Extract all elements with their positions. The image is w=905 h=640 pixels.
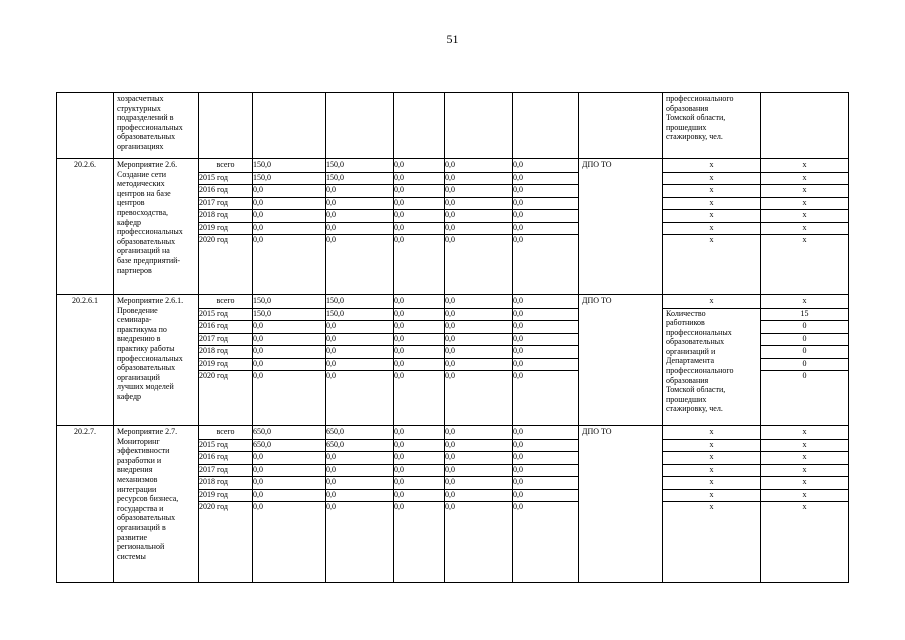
code-cell: [57, 159, 114, 295]
federal-value: 0,0: [326, 198, 393, 211]
year-label: 2015 год: [199, 173, 252, 186]
years-cell: [199, 295, 253, 426]
indicator-value: 0: [761, 346, 848, 359]
year-label: 2016 год: [199, 321, 252, 334]
indicator-value: x: [761, 490, 848, 503]
empty-cell: [513, 93, 579, 159]
total-value: 0,0: [253, 334, 325, 347]
local-value: 0,0: [445, 334, 512, 347]
total-value: 0,0: [253, 198, 325, 211]
indicator-mark: x: [663, 185, 760, 198]
total-value: 0,0: [253, 321, 325, 334]
indicator-value: x: [761, 160, 848, 173]
year-label: 2018 год: [199, 346, 252, 359]
indicator-text: Количество работников профессиональных образовательных организаций и Департамента профессионального образования Томской области, прошедших стажировку, чел.: [666, 308, 734, 414]
year-label: 2015 год: [199, 440, 252, 453]
cont-indicator: профессионального образования Томской области, прошедших стажировку, чел.: [666, 94, 734, 142]
year-label: 2020 год: [199, 371, 228, 380]
extra-value: 0,0: [513, 440, 578, 453]
regional-value: 0,0: [394, 440, 444, 453]
year-label: 2016 год: [199, 185, 252, 198]
local-value: 0,0: [445, 502, 455, 511]
extra-value: 0,0: [513, 309, 578, 322]
indicator-value: x: [761, 427, 848, 440]
indicator-head: x: [663, 160, 760, 173]
total-value: 0,0: [253, 465, 325, 478]
empty-cell: [579, 93, 663, 159]
total-value: 150,0: [253, 173, 325, 186]
activity-name: Мероприятие 2.6. Создание сети методических центров на базе центров превосходства, кафедр профессиональных образовательных организаций на базе предприятий- партнеров: [117, 160, 183, 275]
regional-value: 0,0: [394, 502, 404, 511]
total-value: 650,0: [253, 440, 325, 453]
regional-cell: [394, 159, 445, 295]
local-value: 0,0: [445, 440, 512, 453]
activity-code: 20.2.6.: [74, 160, 96, 169]
local-cell: [445, 159, 513, 295]
executor-cell: [579, 426, 663, 583]
cont-name: хозрасчетных структурных подразделений в профессиональных образовательных организациях: [117, 94, 183, 151]
regional-value: 0,0: [394, 321, 444, 334]
local-value: 0,0: [445, 427, 512, 440]
local-value: 0,0: [445, 235, 455, 244]
regional-cell: [394, 426, 445, 583]
total-value: 0,0: [253, 185, 325, 198]
extra-value: 0,0: [513, 465, 578, 478]
federal-value: 0,0: [326, 346, 393, 359]
total-cell: [253, 426, 326, 583]
extra-value: 0,0: [513, 185, 578, 198]
indicator-mark: x: [663, 477, 760, 490]
extra-value: 0,0: [513, 223, 578, 236]
total-value: 0,0: [253, 477, 325, 490]
extra-cell: [513, 426, 579, 583]
executor-cell: [579, 159, 663, 295]
year-label: 2017 год: [199, 465, 252, 478]
values-cell: [761, 295, 849, 426]
federal-value: 0,0: [326, 334, 393, 347]
local-value: 0,0: [445, 359, 512, 372]
total-value: 150,0: [253, 296, 325, 309]
indicator-value: x: [761, 452, 848, 465]
years-cell: [199, 159, 253, 295]
page-number: 51: [446, 32, 459, 46]
regional-value: 0,0: [394, 371, 404, 380]
total-value: 0,0: [253, 235, 263, 244]
year-label: 2019 год: [199, 223, 252, 236]
code-cell: [57, 295, 114, 426]
federal-cell: [326, 159, 394, 295]
regional-value: 0,0: [394, 309, 444, 322]
regional-value: 0,0: [394, 198, 444, 211]
indicator-value: x: [761, 477, 848, 490]
extra-value: 0,0: [513, 334, 578, 347]
indicator-mark: x: [663, 440, 760, 453]
year-label: 2018 год: [199, 477, 252, 490]
local-value: 0,0: [445, 173, 512, 186]
federal-value: 150,0: [326, 173, 393, 186]
indicator-value: x: [761, 210, 848, 223]
extra-value: 0,0: [513, 477, 578, 490]
indicator-cell: [663, 159, 761, 295]
year-label: всего: [199, 160, 252, 173]
local-value: 0,0: [445, 160, 512, 173]
cont-indicator-cell: [663, 93, 761, 159]
year-label: 2019 год: [199, 490, 252, 503]
empty-cell: [326, 93, 394, 159]
name-cell: [114, 295, 199, 426]
empty-cell: [445, 93, 513, 159]
indicator-mark: x: [663, 173, 760, 186]
federal-value: 0,0: [326, 490, 393, 503]
federal-value: 0,0: [326, 223, 393, 236]
federal-value: 0,0: [326, 371, 336, 380]
total-value: 150,0: [253, 160, 325, 173]
indicator-head: x: [663, 427, 760, 440]
indicator-value: x: [761, 173, 848, 186]
extra-value: 0,0: [513, 346, 578, 359]
regional-value: 0,0: [394, 160, 444, 173]
years-cell: [199, 426, 253, 583]
executor-cell: [579, 295, 663, 426]
indicator-mark: x: [663, 210, 760, 223]
indicator-mark: x: [663, 223, 760, 236]
indicator-value: x: [802, 502, 807, 511]
activity-row: [57, 159, 849, 295]
indicator-value: 0: [761, 321, 848, 334]
activity-name: Мероприятие 2.6.1. Проведение семинара- практикума по внедрению в практику работы профессиональных образовательных организаций лучших моделей кафедр: [117, 296, 184, 401]
extra-cell: [513, 159, 579, 295]
extra-value: 0,0: [513, 452, 578, 465]
federal-value: 0,0: [326, 359, 393, 372]
total-cell: [253, 295, 326, 426]
extra-cell: [513, 295, 579, 426]
program-table: [56, 92, 849, 583]
total-value: 0,0: [253, 371, 263, 380]
local-value: 0,0: [445, 477, 512, 490]
activity-code: 20.2.6.1: [72, 296, 98, 305]
federal-value: 150,0: [326, 160, 393, 173]
regional-value: 0,0: [394, 296, 444, 309]
extra-value: 0,0: [513, 198, 578, 211]
total-value: 0,0: [253, 502, 263, 511]
executor: ДПО ТО: [582, 296, 612, 305]
total-value: 0,0: [253, 490, 325, 503]
extra-value: 0,0: [513, 296, 578, 309]
extra-value: 0,0: [513, 490, 578, 503]
indicator-head: x: [663, 296, 760, 309]
year-label: 2020 год: [199, 502, 228, 511]
local-value: 0,0: [445, 210, 512, 223]
indicator-value: x: [761, 185, 848, 198]
regional-value: 0,0: [394, 465, 444, 478]
activity-row: [57, 426, 849, 583]
local-value: 0,0: [445, 185, 512, 198]
indicator-value: 15: [761, 309, 848, 322]
local-value: 0,0: [445, 296, 512, 309]
total-value: 150,0: [253, 309, 325, 322]
regional-value: 0,0: [394, 452, 444, 465]
regional-value: 0,0: [394, 334, 444, 347]
total-value: 0,0: [253, 346, 325, 359]
name-cell: [114, 426, 199, 583]
indicator-value: 0: [802, 371, 807, 380]
regional-cell: [394, 295, 445, 426]
extra-value: 0,0: [513, 321, 578, 334]
federal-value: 650,0: [326, 440, 393, 453]
federal-value: 150,0: [326, 296, 393, 309]
cont-code-cell: [57, 93, 114, 159]
extra-value: 0,0: [513, 371, 523, 380]
indicator-mark: x: [663, 198, 760, 211]
year-label: всего: [199, 296, 252, 309]
federal-value: 0,0: [326, 235, 336, 244]
regional-value: 0,0: [394, 223, 444, 236]
indicator-value: 0: [761, 334, 848, 347]
local-value: 0,0: [445, 490, 512, 503]
indicator-mark: x: [709, 235, 714, 244]
extra-value: 0,0: [513, 359, 578, 372]
indicator-value: x: [761, 296, 848, 309]
indicator-mark: x: [663, 452, 760, 465]
local-value: 0,0: [445, 321, 512, 334]
local-value: 0,0: [445, 346, 512, 359]
indicator-value: 0: [761, 359, 848, 372]
activity-code: 20.2.7.: [74, 427, 96, 436]
regional-value: 0,0: [394, 346, 444, 359]
federal-value: 0,0: [326, 452, 393, 465]
federal-value: 0,0: [326, 465, 393, 478]
year-label: 2016 год: [199, 452, 252, 465]
activity-name: Мероприятие 2.7. Мониторинг эффективности разработки и внедрения механизмов интеграции ресурсов бизнеса, государства и образовательных организаций в развитие региональной системы: [117, 427, 179, 561]
regional-value: 0,0: [394, 490, 444, 503]
total-value: 650,0: [253, 427, 325, 440]
cont-name-cell: [114, 93, 199, 159]
indicator-mark: x: [663, 490, 760, 503]
total-value: 0,0: [253, 210, 325, 223]
year-label: 2018 год: [199, 210, 252, 223]
indicator-value: x: [761, 198, 848, 211]
total-value: 0,0: [253, 223, 325, 236]
year-label: 2017 год: [199, 334, 252, 347]
regional-value: 0,0: [394, 477, 444, 490]
federal-cell: [326, 426, 394, 583]
extra-value: 0,0: [513, 210, 578, 223]
local-cell: [445, 426, 513, 583]
local-value: 0,0: [445, 452, 512, 465]
federal-cell: [326, 295, 394, 426]
indicator-value: x: [761, 440, 848, 453]
federal-value: 650,0: [326, 427, 393, 440]
year-label: 2020 год: [199, 235, 228, 244]
empty-cell: [394, 93, 445, 159]
extra-value: 0,0: [513, 160, 578, 173]
extra-value: 0,0: [513, 235, 523, 244]
code-cell: [57, 426, 114, 583]
extra-value: 0,0: [513, 502, 523, 511]
values-cell: [761, 426, 849, 583]
federal-value: 0,0: [326, 321, 393, 334]
indicator-mark: x: [663, 465, 760, 478]
federal-value: 150,0: [326, 309, 393, 322]
local-value: 0,0: [445, 223, 512, 236]
executor: ДПО ТО: [582, 160, 612, 169]
federal-value: 0,0: [326, 502, 336, 511]
local-value: 0,0: [445, 465, 512, 478]
empty-cell: [199, 93, 253, 159]
executor: ДПО ТО: [582, 427, 612, 436]
regional-value: 0,0: [394, 210, 444, 223]
year-label: 2017 год: [199, 198, 252, 211]
local-value: 0,0: [445, 198, 512, 211]
indicator-cell: [663, 295, 761, 426]
local-cell: [445, 295, 513, 426]
local-value: 0,0: [445, 309, 512, 322]
total-value: 0,0: [253, 452, 325, 465]
indicator-value: x: [761, 465, 848, 478]
year-label: 2019 год: [199, 359, 252, 372]
federal-value: 0,0: [326, 210, 393, 223]
empty-cell: [761, 93, 849, 159]
regional-value: 0,0: [394, 173, 444, 186]
name-cell: [114, 159, 199, 295]
activity-row: [57, 295, 849, 426]
local-value: 0,0: [445, 371, 455, 380]
continuation-row: [57, 93, 849, 159]
indicator-value: x: [761, 223, 848, 236]
regional-value: 0,0: [394, 359, 444, 372]
indicator-cell: [663, 426, 761, 583]
year-label: всего: [199, 427, 252, 440]
total-value: 0,0: [253, 359, 325, 372]
total-cell: [253, 159, 326, 295]
indicator-value: x: [802, 235, 807, 244]
values-cell: [761, 159, 849, 295]
extra-value: 0,0: [513, 427, 578, 440]
year-label: 2015 год: [199, 309, 252, 322]
extra-value: 0,0: [513, 173, 578, 186]
regional-value: 0,0: [394, 235, 404, 244]
federal-value: 0,0: [326, 185, 393, 198]
empty-cell: [253, 93, 326, 159]
indicator-mark: x: [709, 502, 714, 511]
regional-value: 0,0: [394, 185, 444, 198]
federal-value: 0,0: [326, 477, 393, 490]
regional-value: 0,0: [394, 427, 444, 440]
